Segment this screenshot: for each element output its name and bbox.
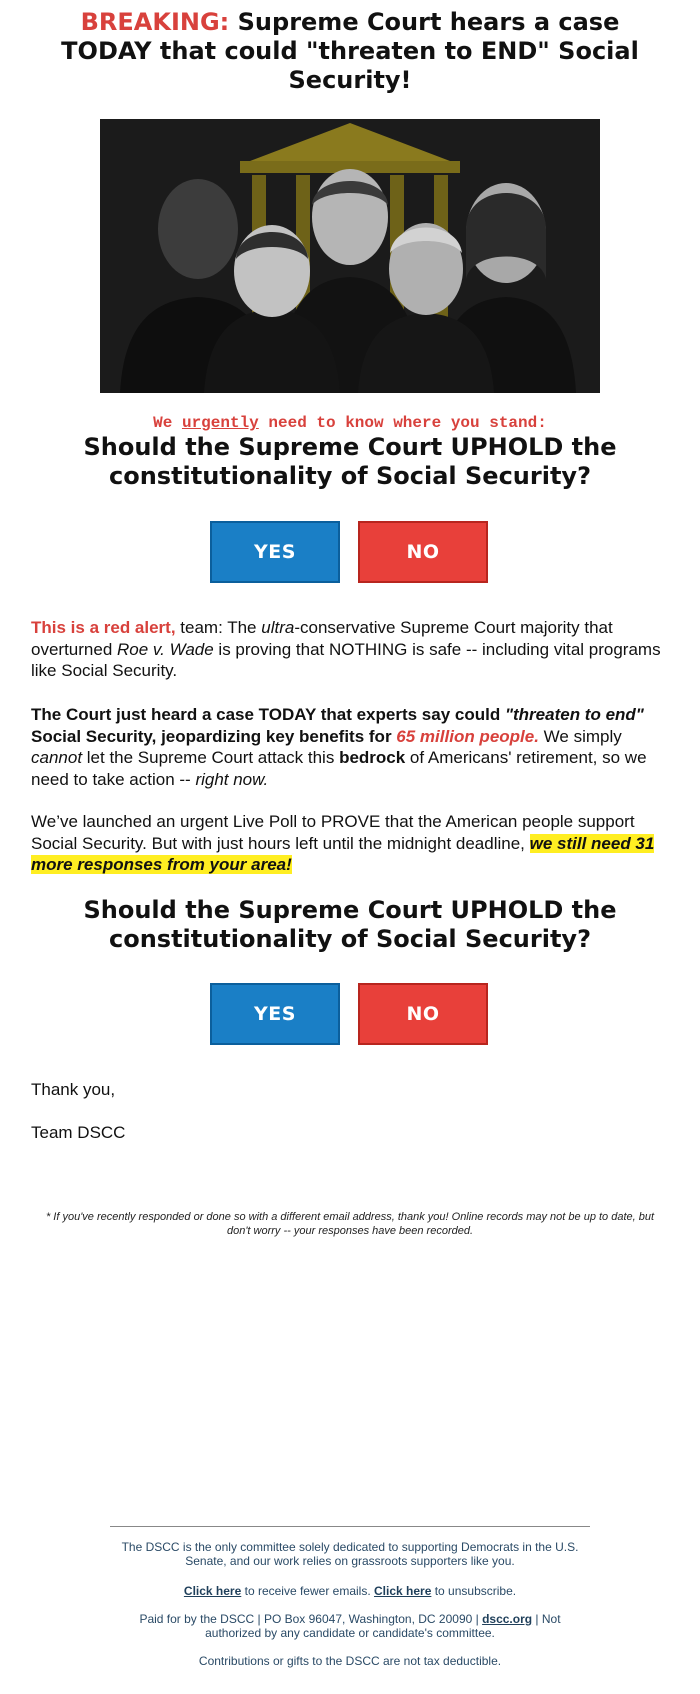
red-alert-label: This is a red alert, bbox=[31, 618, 176, 637]
paragraph-court-case: The Court just heard a case TODAY that experts say could "threaten to end" Social Security, jeopardizing key benefits for 65 million people. We simply cannot let the Supreme Court attack this bedrock of Americans' retirement, so we need to take action -- right now. bbox=[31, 705, 647, 789]
no-button-bottom[interactable]: NO bbox=[358, 983, 488, 1045]
paragraph-live-poll: We’ve launched an urgent Live Poll to PROVE that the American people support Social Security. But with just hours left until the midnight deadline, we still need 31 more responses from your area! bbox=[31, 812, 655, 874]
footer-tax-notice: Contributions or gifts to the DSCC are not tax deductible. bbox=[198, 1654, 502, 1668]
benefits-count: 65 million people. bbox=[396, 726, 539, 746]
breaking-label: BREAKING: bbox=[80, 8, 230, 36]
signoff-team: Team DSCC bbox=[31, 1123, 126, 1142]
justices-illustration bbox=[100, 119, 600, 393]
paragraph-red-alert: This is a red alert, team: The ultra-conservative Supreme Court majority that overturned Roe v. Wade is proving that NOTHING is safe -- including vital programs like Social Security. bbox=[31, 618, 661, 680]
unsubscribe-link[interactable]: Click here bbox=[374, 1584, 432, 1598]
no-button-top[interactable]: NO bbox=[358, 521, 488, 583]
poll-question-bottom: Should the Supreme Court UPHOLD the constitutionality of Social Security? bbox=[83, 896, 617, 953]
signoff-thanks: Thank you, bbox=[31, 1080, 116, 1099]
poll-question-top: Should the Supreme Court UPHOLD the constitutionality of Social Security? bbox=[83, 433, 617, 490]
footer-about: The DSCC is the only committee solely dedicated to supporting Democrats in the U.S. Senate, and our work relies on grassroots supporters like you. bbox=[121, 1540, 579, 1568]
dscc-site-link[interactable]: dscc.org bbox=[482, 1612, 533, 1626]
headline-text: Supreme Court hears a case TODAY that could "threaten to END" Social Security! bbox=[61, 8, 639, 94]
fewer-emails-link[interactable]: Click here bbox=[183, 1584, 242, 1598]
response-disclaimer: * If you've recently responded or done so with a different email address, thank you! Online records may not be up to date, but don't worry -- your responses have been recorded. bbox=[45, 1211, 655, 1237]
yes-button-top[interactable]: YES bbox=[210, 521, 340, 583]
yes-button-bottom[interactable]: YES bbox=[210, 983, 340, 1045]
urgent-prompt: We urgently need to know where you stand: bbox=[153, 414, 547, 432]
urgently-emphasis: urgently bbox=[181, 414, 259, 432]
headline bbox=[40, 8, 660, 95]
justices-photo[interactable] bbox=[100, 119, 600, 393]
footer-divider bbox=[110, 1526, 590, 1527]
footer-email-prefs: Click here to receive fewer emails. Click here to unsubscribe. bbox=[183, 1584, 517, 1598]
footer-paid-for: Paid for by the DSCC | PO Box 96047, Washington, DC 20090 | dscc.org | Not authorized by any candidate or candidate's committee. bbox=[139, 1612, 561, 1640]
responses-needed-highlight: we still need 31 more responses from your area! bbox=[31, 833, 655, 874]
